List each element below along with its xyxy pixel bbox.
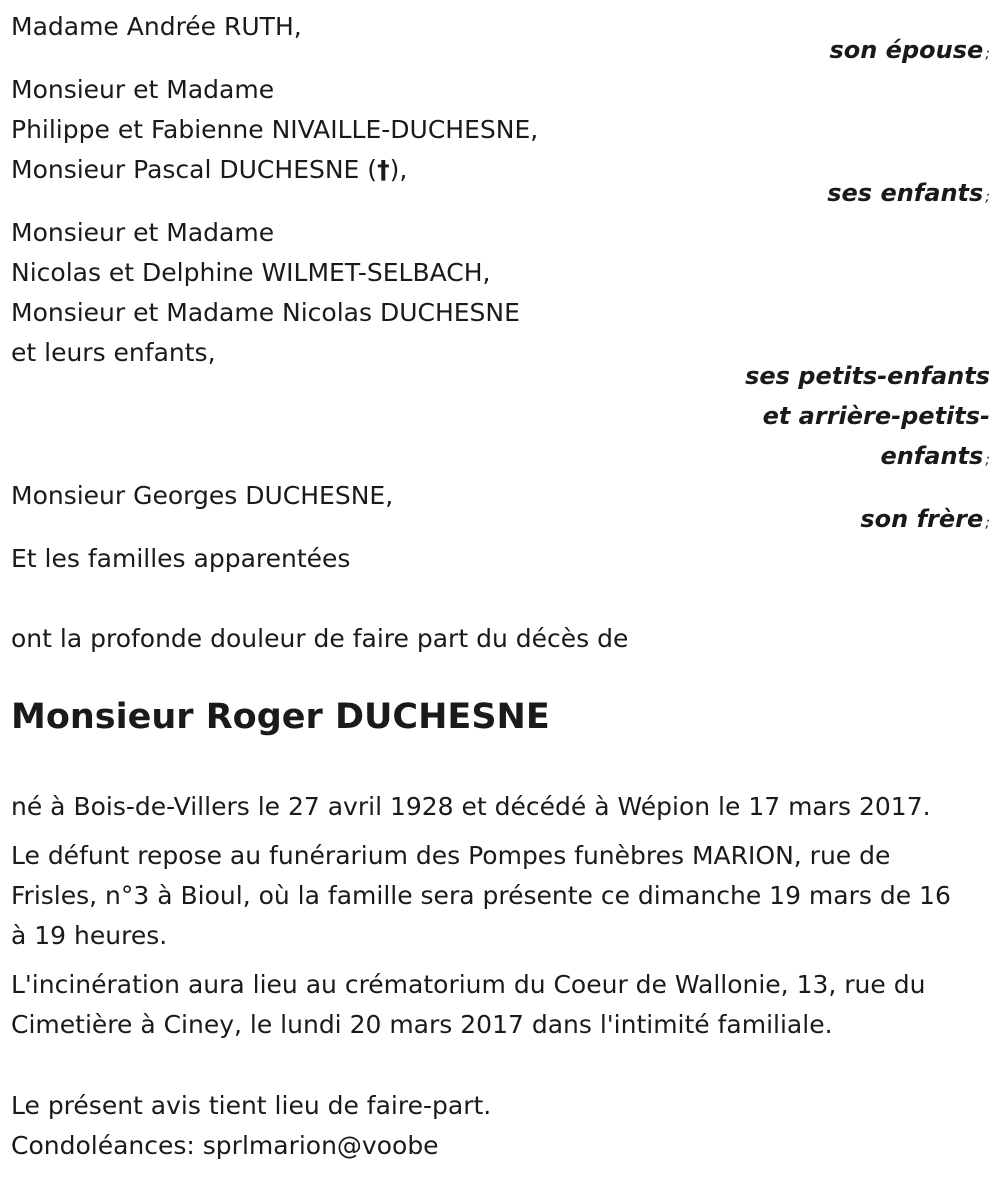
role-children-label: ses enfants: [827, 179, 984, 207]
pascal-name: Monsieur Pascal DUCHESNE (: [11, 155, 378, 184]
role-grandchildren-2: et arrière-petits-: [762, 402, 990, 430]
role-children-semicolon: ;: [985, 189, 990, 205]
family-line-brother: Monsieur Georges DUCHESNE,: [11, 481, 394, 510]
deceased-name: Monsieur Roger DUCHESNE: [11, 697, 550, 737]
role-grandchildren-1: ses petits-enfants: [745, 362, 990, 390]
family-line-grandchildren-3: Monsieur et Madame Nicolas DUCHESNE: [11, 298, 520, 327]
role-brother-semicolon: ;: [985, 515, 990, 531]
visitation-line-3: à 19 heures.: [11, 921, 168, 950]
pascal-suffix: ),: [389, 155, 408, 184]
family-line-children-3: [11, 157, 407, 182]
birth-death-line: né à Bois-de-Villers le 27 avril 1928 et décédé à Wépion le 17 mars 2017.: [11, 792, 931, 821]
family-line-relatives: Et les familles apparentées: [11, 544, 351, 573]
condolences-line: Condoléances: sprlmarion@voobe: [11, 1131, 439, 1160]
role-wife-label: son épouse: [829, 36, 984, 64]
cross-icon: †: [377, 155, 390, 184]
cremation-line-2: Cimetière à Ciney, le lundi 20 mars 2017 dans l'intimité familiale.: [11, 1010, 833, 1039]
role-wife-semicolon: ;: [985, 46, 990, 62]
cremation-line-1: L'incinération aura lieu au crématorium du Coeur de Wallonie, 13, rue du: [11, 970, 926, 999]
role-grandchildren-semicolon: ;: [985, 452, 990, 468]
role-children: [827, 181, 990, 205]
role-grandchildren-label: enfants: [880, 442, 984, 470]
role-brother: [860, 507, 990, 531]
role-brother-label: son frère: [860, 505, 984, 533]
role-grandchildren-3: [880, 444, 990, 468]
announcement-intro: ont la profonde douleur de faire part du décès de: [11, 624, 629, 653]
visitation-line-2: Frisles, n°3 à Bioul, où la famille sera présente ce dimanche 19 mars de 16: [11, 881, 951, 910]
family-line-children-1: Monsieur et Madame: [11, 75, 275, 104]
family-line-grandchildren-2: Nicolas et Delphine WILMET-SELBACH,: [11, 258, 491, 287]
family-line-grandchildren-4: et leurs enfants,: [11, 338, 216, 367]
role-wife: [829, 38, 990, 62]
family-line-children-2: Philippe et Fabienne NIVAILLE-DUCHESNE,: [11, 115, 539, 144]
notice-line: Le présent avis tient lieu de faire-part.: [11, 1091, 492, 1120]
family-line-grandchildren-1: Monsieur et Madame: [11, 218, 275, 247]
family-line-wife: Madame Andrée RUTH,: [11, 12, 302, 41]
visitation-line-1: Le défunt repose au funérarium des Pompes funèbres MARION, rue de: [11, 841, 891, 870]
